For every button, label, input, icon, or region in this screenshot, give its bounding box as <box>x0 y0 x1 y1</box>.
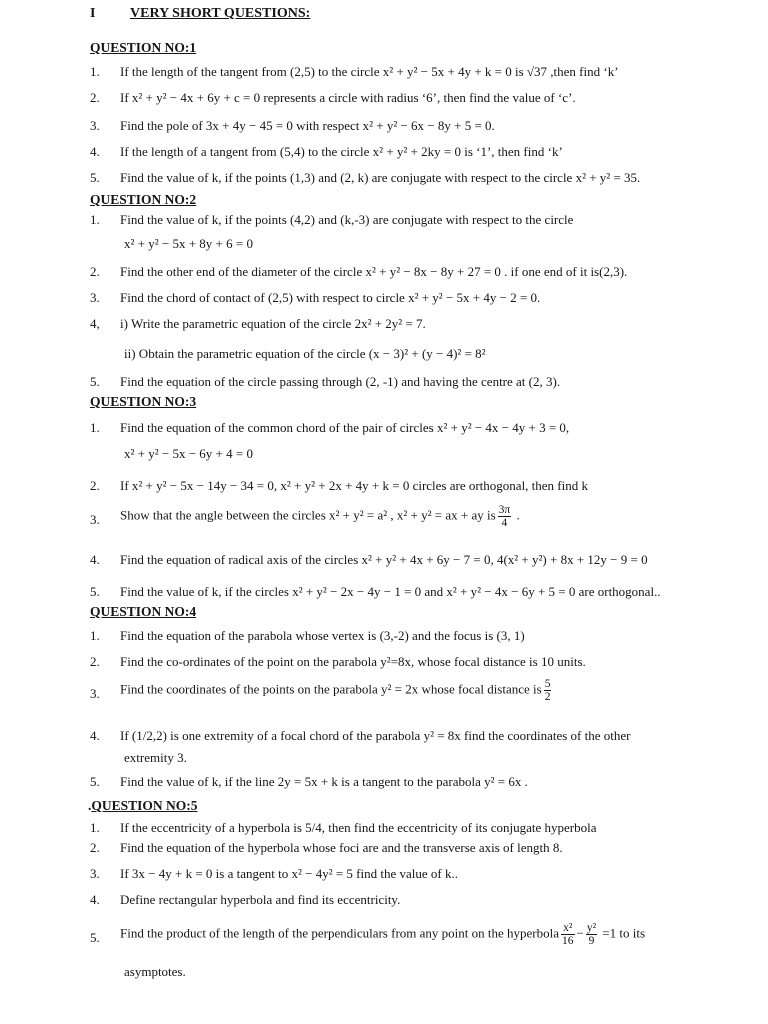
item-text: If x² + y² − 4x + 6y + c = 0 represents a circle with radius ‘6’, then find the value of ‘c’. <box>120 90 576 105</box>
question-heading-5-text: QUESTION NO:5 <box>91 798 198 813</box>
item-text: Find the co-ordinates of the point on the parabola y²=8x, whose focal distance is 10 units. <box>120 654 586 669</box>
fraction-3pi-over-4 <box>498 504 512 529</box>
item-text: Show that the angle between the circles x² + y² = a² , x² + y² = ax + ay is <box>120 507 496 523</box>
item-text: Find the other end of the diameter of the circle x² + y² − 8x − 8y + 27 = 0 . if one end of it is(2,3). <box>120 264 628 279</box>
item-text: If 3x − 4y + k = 0 is a tangent to x² − 4y² = 5 find the value of k.. <box>120 866 458 881</box>
item-number: 4. <box>90 552 100 567</box>
item-text: Find the product of the length of the perpendiculars from any point on the hyperbola <box>120 925 559 941</box>
item-number: 1. <box>90 420 100 435</box>
item-number: 5. <box>90 170 100 185</box>
item-number: 5. <box>90 774 100 789</box>
item-number: 1. <box>90 820 100 835</box>
item-continuation: extremity 3. <box>124 750 187 765</box>
item-text: Find the value of k, if the line 2y = 5x + k is a tangent to the parabola y² = 6x . <box>120 774 528 789</box>
item-number: 1. <box>90 212 100 227</box>
item-number: 1. <box>90 64 100 79</box>
item-text: i) Write the parametric equation of the circle 2x² + 2y² = 7. <box>120 316 426 331</box>
fraction-x2-over-16 <box>561 922 575 947</box>
page-title-text: VERY SHORT QUESTIONS: <box>130 6 311 21</box>
item-text: Find the equation of radical axis of the circles x² + y² + 4x + 6y − 7 = 0, 4(x² + y²) + 8x + 12y − 9 = 0 <box>120 552 648 567</box>
item-text: If (1/2,2) is one extremity of a focal chord of the parabola y² = 8x find the coordinates of the other <box>120 728 631 743</box>
fraction-numerator: 5 <box>544 678 551 690</box>
item-text-tail: . <box>513 507 520 523</box>
item-number: 4. <box>90 892 100 907</box>
item-text: Find the equation of the common chord of the pair of circles x² + y² − 4x − 4y + 3 = 0, <box>120 420 570 435</box>
item-text: Find the coordinates of the points on the parabola y² = 2x whose focal distance is <box>120 681 542 697</box>
item-number: 4, <box>90 316 100 331</box>
fraction-denominator: 4 <box>501 517 508 530</box>
question-page: I VERY SHORT QUESTIONS: QUESTION NO:1 1. If the length of the tangent from (2,5) to the circle x² + y² − 5x + 4y + k = 0 is √37 ,then find ‘k’ 2. If x² + y² − 4x + 6y + c = 0 represents a circle with radius ‘6’, then find the value of ‘c’. 3. Find the pole of 3x + 4y − 45 = 0 with respect x² + y² − 6x − 8y + 5 = 0. 4. If the length of a tangent from (5,4) to the circle x² + y² + 2ky = 0 is ‘1’, then find ‘k’ 5. Find the value of k, if the points (1,3) and (2, k) are conjugate with respect to the circle x² + y² = 35. QUESTION NO:2 1. Find the value of k, if the points (4,2) and (k,-3) are conjugate with respect to the circle x² + y² − 5x + 8y + 6 = 0 2. Find the other end of the diameter of the circle x² + y² − 8x − 8y + 27 = 0 . if one end of it is(2,3). 3. Find the chord of contact of (2,5) with respect to circle x² + y² − 5x + 4y − 2 = 0. 4, i) Write the parametric equation of the circle 2x² + 2y² = 7. ii) Obtain the parametric equation of the circle (x − 3)² + (y − 4)² = 8² 5. Find the equation of the circle passing through (2, -1) and having the centre at (2, 3). QUESTION NO:3 1. Find the equation of the common chord of the pair of circles x² + y² − 4x − 4y + 3 = 0, x² + y² − 5x − 6y + 4 = 0 2. If x² + y² − 5x − 14y − 34 = 0, x² + y² + 2x + 4y + k = 0 circles are orthogonal, then find k 3. Show that the angle between the circles x² + y² = a² , x² + y² = ax + ay is $\frac{3\pi}{4}$ . 4. Find the equation of radical axis of the circles x² + y² + 4x + 6y − 7 = 0, 4(x² + y²) + 8x + 12y − 9 = 0 5. Find the value of k, if the circles x² + y² − 2x − 4y − 1 = 0 and x² + y² − 4x − 6y + 5 = 0 are orthogonal.. QUESTION NO:4 1. Find the equation of the parabola whose vertex is (3,-2) and the focus is (3, 1) 2. Find the co-ordinates of the point on the parabola y²=8x, whose focal distance is 10 units. 3. Find the coordinates of the points on the parabola y² = 2x whose focal distance is $\frac{5}{2}$ 4. If (1/2,2) is one extremity of a focal chord of the parabola y² = 8x find the coordinates of the other extremity 3. 5. Find the value of k, if the line 2y = 5x + k is a tangent to the parabola y² = 6x . .QUESTION NO:5 1. If the eccentricity of a hyperbola is 5/4, then find the eccentricity of its conjugate hyperbola 2. Find the equation of the hyperbola whose foci are and the transverse axis of length 8. 3. If 3x − 4y + k = 0 is a tangent to x² − 4y² = 5 find the value of k.. 4. Define rectangular hyperbola and find its eccentricity. 5. Find the product of the length of the perpendiculars from any point on the hyperbola $\frac{\text{x²}}{16}$ − $\frac{\text{y²}}{9}$ =1 to its asymptotes. <box>88 6 661 979</box>
item-number: 3. <box>90 290 100 305</box>
item-number: 3. <box>90 118 100 133</box>
item-number: 2. <box>90 90 100 105</box>
item-text: Find the value of k, if the points (1,3) and (2, k) are conjugate with respect to the circle x² + y² = 35. <box>120 170 641 185</box>
question-heading-1: QUESTION NO:1 <box>90 40 197 55</box>
question-heading-4: QUESTION NO:4 <box>90 604 197 619</box>
item-text: Find the chord of contact of (2,5) with respect to circle x² + y² − 5x + 4y − 2 = 0. <box>120 290 541 305</box>
fraction-numerator: x² <box>561 922 575 935</box>
item-number: 3. <box>90 512 100 527</box>
fraction-denominator: 2 <box>544 691 551 704</box>
item-number: 2. <box>90 264 100 279</box>
item-text: Find the equation of the circle passing through (2, -1) and having the centre at (2, 3). <box>120 374 561 389</box>
item-text: If the length of the tangent from (2,5) to the circle x² + y² − 5x + 4y + k = 0 is √37 ,then find ‘k’ <box>120 64 619 79</box>
section-roman-numeral: I <box>90 6 96 21</box>
question-heading-5: .QUESTION NO:5 <box>88 798 198 813</box>
item-number: 2. <box>90 478 100 493</box>
item-text-tail: =1 to its <box>599 925 646 941</box>
item-continuation: x² + y² − 5x − 6y + 4 = 0 <box>124 446 253 461</box>
item-continuation: x² + y² − 5x + 8y + 6 = 0 <box>124 236 253 251</box>
item-text: If x² + y² − 5x − 14y − 34 = 0, x² + y² + 2x + 4y + k = 0 circles are orthogonal, then find k <box>120 478 588 493</box>
item-number: 5. <box>90 930 100 945</box>
question-heading-3: QUESTION NO:3 <box>90 394 197 409</box>
item-text: Find the value of k, if the circles x² + y² − 2x − 4y − 1 = 0 and x² + y² − 4x − 6y + 5 = 0 are orthogonal.. <box>120 584 661 599</box>
item-text: If the eccentricity of a hyperbola is 5/4, then find the eccentricity of its conjugate hyperbola <box>120 820 597 835</box>
item-continuation: asymptotes. <box>124 964 186 979</box>
fraction-y2-over-9 <box>586 922 597 947</box>
item-number: 3. <box>90 866 100 881</box>
item-number: 1. <box>90 628 100 643</box>
item-continuation: ii) Obtain the parametric equation of the circle (x − 3)² + (y − 4)² = 8² <box>124 346 486 361</box>
fraction-denominator: 16 <box>562 935 574 948</box>
fraction-denominator: 9 <box>588 935 595 948</box>
item-text: Find the value of k, if the points (4,2) and (k,-3) are conjugate with respect to the circle <box>120 212 574 227</box>
fraction-numerator: y² <box>586 922 597 934</box>
item-text: Find the equation of the hyperbola whose foci are and the transverse axis of length 8. <box>120 840 563 855</box>
item-text: Find the equation of the parabola whose vertex is (3,-2) and the focus is (3, 1) <box>120 628 525 643</box>
question-heading-2: QUESTION NO:2 <box>90 192 197 207</box>
item-number: 3. <box>90 686 100 701</box>
fraction-numerator: 3π <box>498 504 511 516</box>
item-text: If the length of a tangent from (5,4) to the circle x² + y² + 2ky = 0 is ‘1’, then find ‘k’ <box>120 144 563 159</box>
item-text: Find the pole of 3x + 4y − 45 = 0 with respect x² + y² − 6x − 8y + 5 = 0. <box>120 118 495 133</box>
item-number: 2. <box>90 654 100 669</box>
item-text: Define rectangular hyperbola and find its eccentricity. <box>120 892 401 907</box>
fraction-5-over-2 <box>544 678 552 703</box>
item-number: 2. <box>90 840 100 855</box>
item-number: 4. <box>90 728 100 743</box>
item-number: 4. <box>90 144 100 159</box>
item-number: 5. <box>90 584 100 599</box>
item-number: 5. <box>90 374 100 389</box>
